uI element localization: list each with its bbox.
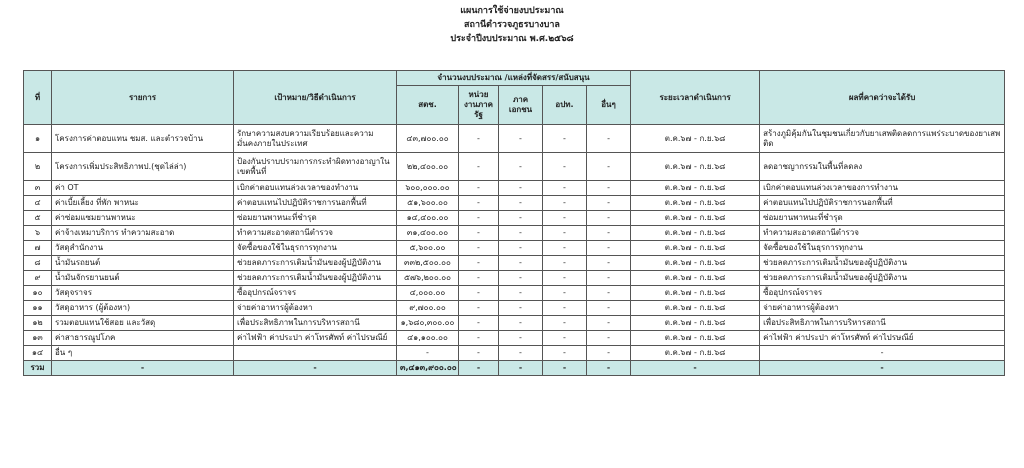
table-row — [24, 241, 1005, 256]
header-src-gov: หน่วยงานภาครัฐ — [459, 86, 499, 125]
cell-period: ต.ค.๖๗ - ก.ย.๖๘ — [631, 226, 760, 241]
cell-result: จ่ายค่าอาหารผู้ต้องหา — [760, 301, 1005, 316]
cell-target: เพื่อประสิทธิภาพในการบริหารสถานี — [234, 316, 397, 331]
cell-period: ต.ค.๖๗ - ก.ย.๖๘ — [631, 301, 760, 316]
cell-src-gov: - — [459, 153, 499, 181]
cell-result: - — [760, 346, 1005, 361]
cell-no: ๘ — [24, 256, 52, 271]
header-period: ระยะเวลาดำเนินการ — [631, 71, 760, 125]
cell-item: วัสดุสำนักงาน — [52, 241, 234, 256]
cell-no: ๑๑ — [24, 301, 52, 316]
cell-src-private: - — [499, 271, 543, 286]
total-src-other: - — [587, 361, 631, 376]
cell-src-gov: - — [459, 271, 499, 286]
header-src-local: อปท. — [543, 86, 587, 125]
cell-src-gov: - — [459, 346, 499, 361]
cell-result: เพื่อประสิทธิภาพในการบริหารสถานี — [760, 316, 1005, 331]
total-row — [24, 361, 1005, 376]
cell-result: ลดอาชญากรรมในพื้นที่ลดลง — [760, 153, 1005, 181]
cell-result: ช่วยลดภาระการเติมน้ำมันของผู้ปฏิบัติงาน — [760, 256, 1005, 271]
cell-src-other: - — [587, 226, 631, 241]
cell-src-local: - — [543, 153, 587, 181]
cell-src-police: ๕๗๖,๒๐๐.๐๐ — [397, 271, 459, 286]
cell-target: ช่วยลดภาระการเติมน้ำมันของผู้ปฏิบัติงาน — [234, 256, 397, 271]
cell-item: ค่าสาธารณูปโภค — [52, 331, 234, 346]
cell-src-gov: - — [459, 211, 499, 226]
cell-src-private: - — [499, 301, 543, 316]
cell-item: อื่น ๆ — [52, 346, 234, 361]
cell-src-local: - — [543, 271, 587, 286]
cell-target: รักษาความสงบความเรียบร้อยและความมั่นคงภายในประเทศ — [234, 125, 397, 153]
total-period: - — [631, 361, 760, 376]
cell-src-other: - — [587, 241, 631, 256]
cell-period: ต.ค.๖๗ - ก.ย.๖๘ — [631, 153, 760, 181]
cell-src-other: - — [587, 316, 631, 331]
header-result: ผลที่คาดว่าจะได้รับ — [760, 71, 1005, 125]
cell-target — [234, 346, 397, 361]
cell-src-private: - — [499, 125, 543, 153]
cell-src-gov: - — [459, 226, 499, 241]
cell-target: ซื้ออุปกรณ์จราจร — [234, 286, 397, 301]
table-row — [24, 301, 1005, 316]
cell-item: โครงการเพิ่มประสิทธิภาพป.(ชุดไล่ล่า) — [52, 153, 234, 181]
cell-src-gov: - — [459, 241, 499, 256]
cell-src-police: ๑๔,๔๐๐.๐๐ — [397, 211, 459, 226]
cell-src-gov: - — [459, 316, 499, 331]
table-row — [24, 271, 1005, 286]
cell-src-private: - — [499, 211, 543, 226]
cell-no: ๔ — [24, 196, 52, 211]
document-title — [0, 4, 1024, 46]
cell-no: ๑๐ — [24, 286, 52, 301]
title-line-3: ประจำปีงบประมาณ พ.ศ.๒๕๖๘ — [450, 34, 574, 44]
cell-src-police: ๔๑,๑๐๐.๐๐ — [397, 331, 459, 346]
cell-result: ช่วยลดภาระการเติมน้ำมันของผู้ปฏิบัติงาน — [760, 271, 1005, 286]
total-src-police: ๓,๔๑๓,๙๐๐.๐๐ — [397, 361, 459, 376]
cell-period: ต.ค.๖๗ - ก.ย.๖๘ — [631, 271, 760, 286]
header-src-police: สตช. — [397, 86, 459, 125]
table-row — [24, 346, 1005, 361]
cell-src-private: - — [499, 346, 543, 361]
cell-period: ต.ค.๖๗ - ก.ย.๖๘ — [631, 125, 760, 153]
cell-target: ค่าไฟฟ้า ค่าประปา ค่าโทรศัพท์ ค่าไปรษณีย์ — [234, 331, 397, 346]
cell-src-police: ๑,๖๘๐,๓๐๐.๐๐ — [397, 316, 459, 331]
title-line-1: แผนการใช้จ่ายงบประมาณ — [460, 6, 564, 16]
cell-src-police: ๔๓,๗๐๐.๐๐ — [397, 125, 459, 153]
cell-item: รวมตอบแทนใช้สอย และวัสดุ — [52, 316, 234, 331]
cell-src-gov: - — [459, 301, 499, 316]
total-target: - — [234, 361, 397, 376]
cell-src-other: - — [587, 271, 631, 286]
cell-src-local: - — [543, 331, 587, 346]
cell-result: ค่าไฟฟ้า ค่าประปา ค่าโทรศัพท์ ค่าไปรษณีย์ — [760, 331, 1005, 346]
header-target: เป้าหมาย/วิธีดำเนินการ — [234, 71, 397, 125]
cell-src-local: - — [543, 226, 587, 241]
table-row — [24, 331, 1005, 346]
cell-period: ต.ค.๖๗ - ก.ย.๖๘ — [631, 241, 760, 256]
cell-no: ๒ — [24, 153, 52, 181]
cell-target: ค่าตอบแทนไปปฏิบัติราชการนอกพื้นที่ — [234, 196, 397, 211]
table-row — [24, 226, 1005, 241]
cell-src-police: ๙,๗๐๐.๐๐ — [397, 301, 459, 316]
cell-target: ทำความสะอาดสถานีตำรวจ — [234, 226, 397, 241]
cell-item: น้ำมันรถยนต์ — [52, 256, 234, 271]
cell-target: เบิกค่าตอบแทนล่วงเวลาของทำงาน — [234, 181, 397, 196]
table-row — [24, 125, 1005, 153]
cell-src-police: ๓๑,๔๐๐.๐๐ — [397, 226, 459, 241]
cell-target: จ่ายค่าอาหารผู้ต้องหา — [234, 301, 397, 316]
cell-src-other: - — [587, 301, 631, 316]
cell-src-police: ๕๑,๖๐๐.๐๐ — [397, 196, 459, 211]
header-no: ที่ — [24, 71, 52, 125]
cell-src-local: - — [543, 301, 587, 316]
cell-src-gov: - — [459, 286, 499, 301]
cell-src-local: - — [543, 286, 587, 301]
cell-item: ค่า OT — [52, 181, 234, 196]
table-row — [24, 316, 1005, 331]
cell-result: เบิกค่าตอบแทนล่วงเวลาของการทำงาน — [760, 181, 1005, 196]
cell-period: ต.ค.๖๗ - ก.ย.๖๘ — [631, 331, 760, 346]
cell-item: น้ำมันจักรยานยนต์ — [52, 271, 234, 286]
cell-src-other: - — [587, 153, 631, 181]
cell-target: ซ่อมยานพาหนะที่ชำรุด — [234, 211, 397, 226]
cell-src-private: - — [499, 181, 543, 196]
cell-src-private: - — [499, 256, 543, 271]
header-item: รายการ — [52, 71, 234, 125]
cell-src-private: - — [499, 286, 543, 301]
cell-period: ต.ค.๖๗ - ก.ย.๖๘ — [631, 211, 760, 226]
cell-src-other: - — [587, 125, 631, 153]
cell-period: ต.ค.๖๗ - ก.ย.๖๘ — [631, 256, 760, 271]
cell-src-local: - — [543, 256, 587, 271]
total-src-local: - — [543, 361, 587, 376]
cell-src-gov: - — [459, 256, 499, 271]
table-row — [24, 286, 1005, 301]
cell-src-police: - — [397, 346, 459, 361]
cell-src-local: - — [543, 241, 587, 256]
cell-item: ค่าเบี้ยเลี้ยง ที่พัก พาหนะ — [52, 196, 234, 211]
header-src-other: อื่นๆ — [587, 86, 631, 125]
cell-src-other: - — [587, 181, 631, 196]
cell-period: ต.ค.๖๗ - ก.ย.๖๘ — [631, 316, 760, 331]
cell-item: โครงการค่าตอบแทน ชมส. และตำรวจบ้าน — [52, 125, 234, 153]
header-budget-group: จำนวนงบประมาณ /แหล่งที่จัดสรร/สนับสนุน — [397, 71, 631, 86]
cell-no: ๑ — [24, 125, 52, 153]
budget-table — [23, 70, 1005, 376]
cell-result: ทำความสะอาดสถานีตำรวจ — [760, 226, 1005, 241]
total-src-gov: - — [459, 361, 499, 376]
cell-item: วัสดุจราจร — [52, 286, 234, 301]
cell-item: ค่าซ่อมแซมยานพาหนะ — [52, 211, 234, 226]
cell-no: ๑๒ — [24, 316, 52, 331]
cell-src-private: - — [499, 331, 543, 346]
cell-result: จัดซื้อของใช้ในธุรการทุกงาน — [760, 241, 1005, 256]
cell-src-private: - — [499, 196, 543, 211]
table-row — [24, 211, 1005, 226]
cell-src-gov: - — [459, 196, 499, 211]
cell-src-local: - — [543, 125, 587, 153]
cell-src-private: - — [499, 316, 543, 331]
cell-src-police: ๕,๖๐๐.๐๐ — [397, 241, 459, 256]
cell-src-gov: - — [459, 125, 499, 153]
cell-src-private: - — [499, 153, 543, 181]
cell-target: ช่วยลดภาระการเติมน้ำมันของผู้ปฏิบัติงาน — [234, 271, 397, 286]
total-result: - — [760, 361, 1005, 376]
table-row — [24, 153, 1005, 181]
cell-src-police: ๒๒,๔๐๐.๐๐ — [397, 153, 459, 181]
cell-src-other: - — [587, 331, 631, 346]
header-src-private: ภาคเอกชน — [499, 86, 543, 125]
cell-no: ๗ — [24, 241, 52, 256]
table-row — [24, 181, 1005, 196]
cell-period: ต.ค.๖๗ - ก.ย.๖๘ — [631, 346, 760, 361]
cell-src-other: - — [587, 211, 631, 226]
cell-src-police: ๖๐๐,๐๐๐.๐๐ — [397, 181, 459, 196]
cell-src-local: - — [543, 346, 587, 361]
cell-no: ๕ — [24, 211, 52, 226]
cell-no: ๑๓ — [24, 331, 52, 346]
cell-target: จัดซื้อของใช้ในธุรการทุกงาน — [234, 241, 397, 256]
cell-src-police: ๔,๐๐๐.๐๐ — [397, 286, 459, 301]
cell-src-private: - — [499, 226, 543, 241]
cell-period: ต.ค.๖๗ - ก.ย.๖๘ — [631, 181, 760, 196]
cell-src-other: - — [587, 256, 631, 271]
cell-result: ซื้ออุปกรณ์จราจร — [760, 286, 1005, 301]
cell-src-other: - — [587, 196, 631, 211]
table-body — [24, 125, 1005, 376]
cell-no: ๑๔ — [24, 346, 52, 361]
cell-result: สร้างภูมิคุ้มกันในชุมชนเกี่ยวกับยาเสพติดลดการแพร่ระบาดของยาเสพติด — [760, 125, 1005, 153]
cell-src-local: - — [543, 211, 587, 226]
cell-result: ซ่อมยานพาหนะที่ชำรุด — [760, 211, 1005, 226]
cell-period: ต.ค.๖๗ - ก.ย.๖๘ — [631, 196, 760, 211]
cell-no: ๙ — [24, 271, 52, 286]
cell-item: ค่าจ้างเหมาบริการ ทำความสะอาด — [52, 226, 234, 241]
cell-src-local: - — [543, 181, 587, 196]
cell-src-gov: - — [459, 331, 499, 346]
cell-src-private: - — [499, 241, 543, 256]
cell-src-other: - — [587, 286, 631, 301]
total-label: รวม — [24, 361, 52, 376]
cell-src-other: - — [587, 346, 631, 361]
table-row — [24, 256, 1005, 271]
cell-src-police: ๓๓๒,๕๐๐.๐๐ — [397, 256, 459, 271]
total-src-private: - — [499, 361, 543, 376]
cell-item: วัสดุอาหาร (ผู้ต้องหา) — [52, 301, 234, 316]
cell-result: ค่าตอบแทนไปปฏิบัติราชการนอกพื้นที่ — [760, 196, 1005, 211]
total-item: - — [52, 361, 234, 376]
cell-no: ๖ — [24, 226, 52, 241]
title-line-2: สถานีตำรวจภูธรบางบาล — [464, 20, 560, 30]
cell-src-local: - — [543, 316, 587, 331]
table-row — [24, 196, 1005, 211]
cell-target: ป้องกันปราบปรามการกระทำผิดทางอาญาในเขตพื้นที่ — [234, 153, 397, 181]
cell-src-local: - — [543, 196, 587, 211]
cell-period: ต.ค.๖๗ - ก.ย.๖๘ — [631, 286, 760, 301]
cell-no: ๓ — [24, 181, 52, 196]
cell-src-gov: - — [459, 181, 499, 196]
